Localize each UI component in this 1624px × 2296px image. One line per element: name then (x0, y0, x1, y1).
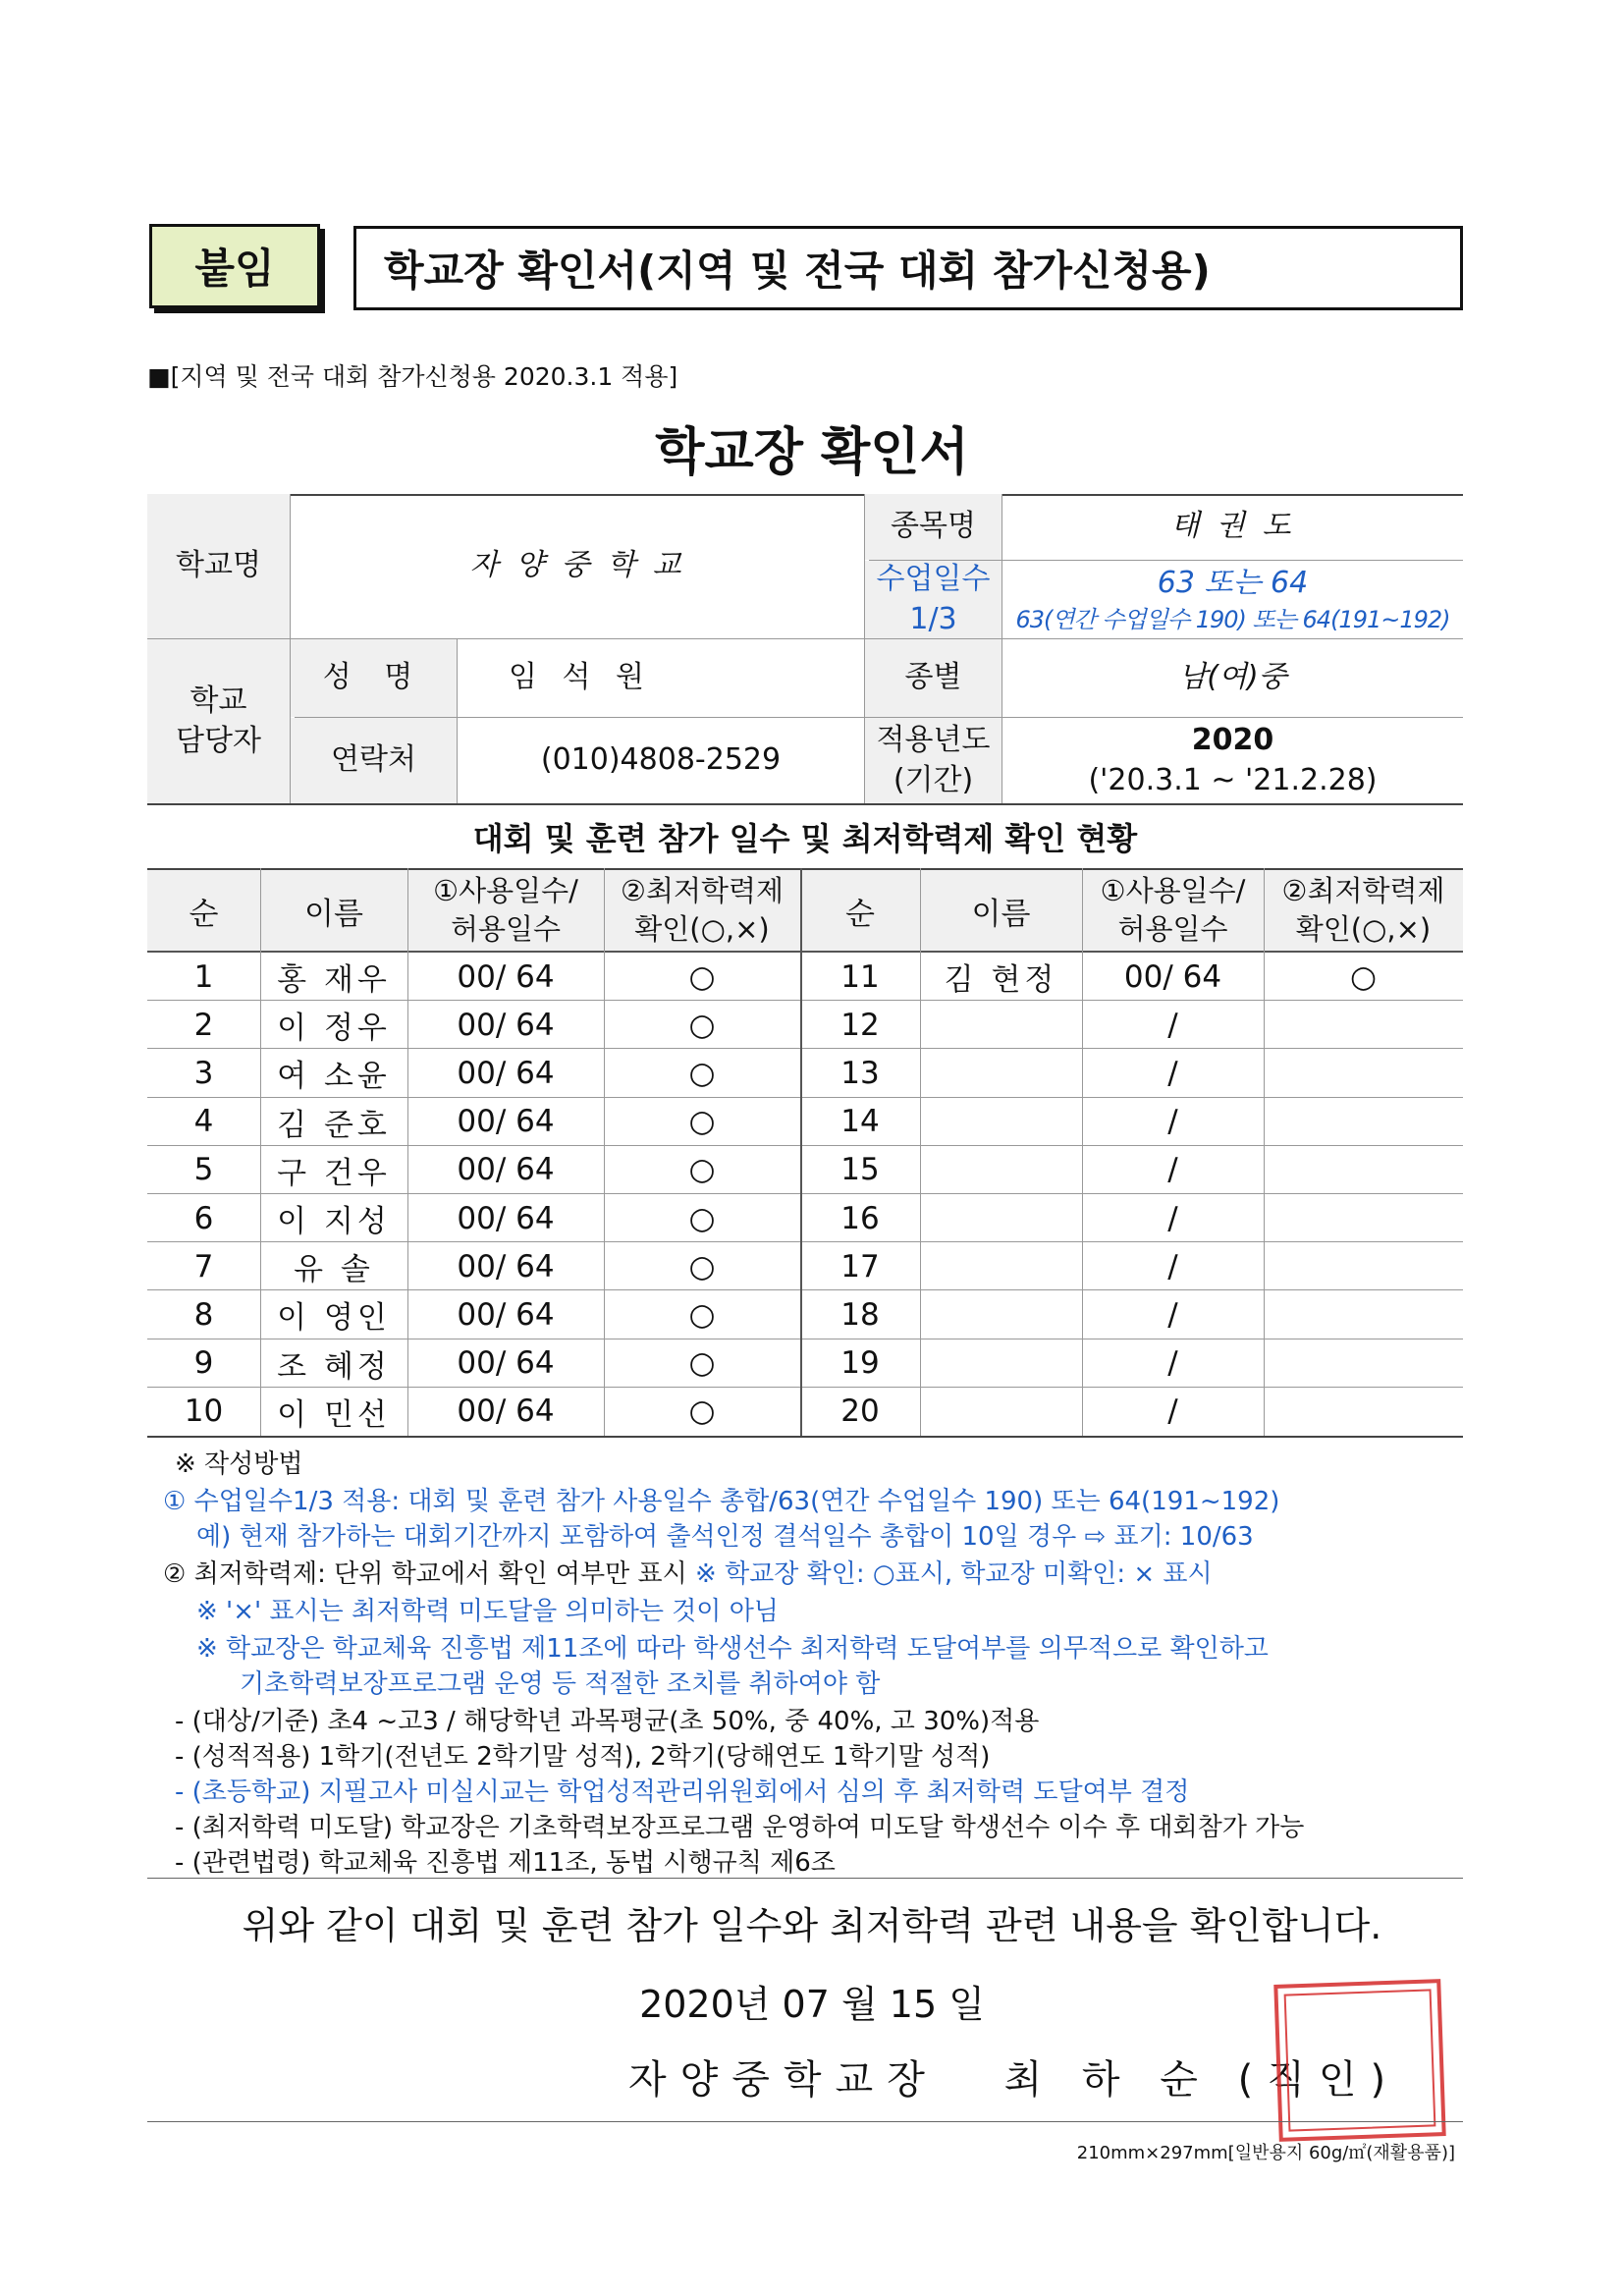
school-days-value-detail: 63(연간 수업일수 190) 또는 64(191~192) (1015, 605, 1450, 633)
cell-check-left: ○ (688, 1345, 716, 1382)
header-days-right-line1: ①사용일수/ (1100, 873, 1246, 907)
table-row (147, 953, 1463, 1001)
table-row (147, 1194, 1463, 1242)
cell-check-left: ○ (688, 1296, 716, 1333)
apply-year-label-line2: (기간) (893, 762, 974, 797)
cell-days-right: / (1167, 1152, 1178, 1188)
header-check-left-line1: ②최저학력제 (620, 873, 785, 907)
table-row (147, 1049, 1463, 1097)
header-days-right (1082, 870, 1264, 951)
contact-name-label: 성 명 (291, 639, 457, 717)
instruction-line-11: - (관련법령) 학교체육 진흥법 제11조, 동법 시행규칙 제6조 (175, 1848, 836, 1878)
header-check-left (604, 870, 800, 951)
cell-no-right: 19 (840, 1345, 880, 1382)
cell-days-right: / (1167, 1055, 1178, 1091)
instruction-line-2: 예) 현재 참가하는 대회기간까지 포함하여 출석인정 결석일수 총합이 10일 경우 ⇨ 표기: 10/63 (196, 1522, 1254, 1552)
school-days-label-line1: 수업일수 (876, 562, 991, 596)
instructions-heading: ※ 작성방법 (175, 1449, 303, 1479)
instruction-line-7: - (대상/기준) 초4 ~고3 / 해당학년 과목평균(초 50%, 중 40%, 고 30%)적용 (175, 1707, 1040, 1736)
contact-group-label (147, 639, 290, 803)
issue-date: 2020년 07 월 15 일 (639, 1983, 985, 2026)
instruction-line-3-note: ※ 학교장 확인: ○표시, 학교장 미확인: × 표시 (695, 1559, 1213, 1589)
cell-check-right (1264, 1098, 1463, 1146)
cell-days-left: 00/ 64 (457, 1152, 555, 1188)
header-check-right-line2: 확인(○,×) (1295, 912, 1432, 946)
official-seal-inner (1284, 1989, 1436, 2131)
cell-check-right (1264, 1388, 1463, 1436)
page-title: 학교장 확인서 (655, 423, 969, 482)
table-row (147, 1001, 1463, 1049)
table-row (147, 1098, 1463, 1146)
cell-name-left: 조 혜정 (277, 1348, 391, 1385)
instruction-line-5: ※ 학교장은 학교체육 진흥법 제11조에 따라 학생선수 최저학력 도달여부를 의무적으로 확인하고 (196, 1634, 1269, 1664)
contact-phone-label: 연락처 (291, 718, 457, 803)
school-days-label-line2: 1/3 (909, 601, 957, 636)
cell-no-right: 13 (840, 1055, 880, 1091)
table-row (147, 1242, 1463, 1290)
header-name-left: 이름 (304, 896, 363, 932)
instruction-line-6: 기초학력보장프로그램 운영 등 적절한 조치를 취하여야 함 (240, 1669, 881, 1699)
cell-check-left: ○ (688, 1200, 716, 1236)
cell-name-right (920, 1146, 1082, 1194)
cell-name-right (920, 1049, 1082, 1097)
official-seal-icon (1273, 1979, 1445, 2142)
apply-year-value (1002, 718, 1463, 803)
cell-days-right: / (1167, 1345, 1178, 1382)
cell-days-right: / (1167, 1200, 1178, 1236)
cell-name-right (920, 1388, 1082, 1436)
cell-check-right (1264, 1146, 1463, 1194)
cell-check-left: ○ (688, 1248, 716, 1285)
table-row (147, 1339, 1463, 1388)
signature-seal-note: (직인) (1237, 2057, 1400, 2103)
cell-name-right (920, 1098, 1082, 1146)
cell-no-left: 3 (193, 1055, 214, 1091)
header-days-right-line2: 허용일수 (1117, 912, 1228, 946)
cell-check-left: ○ (688, 1007, 716, 1043)
cell-name-left: 유 솔 (294, 1252, 374, 1288)
cell-no-left: 10 (184, 1394, 224, 1430)
confirmation-text: 위와 같이 대회 및 훈련 참가 일수와 최저학력 관련 내용을 확인합니다. (242, 1904, 1382, 1947)
cell-name-left: 이 민선 (277, 1396, 391, 1433)
cell-no-left: 4 (193, 1104, 214, 1140)
cell-days-left: 00/ 64 (457, 1200, 555, 1236)
instruction-line-4: ※ '×' 표시는 최저학력 미도달을 의미하는 것이 아님 (196, 1597, 779, 1626)
header-no-left: 순 (189, 896, 219, 932)
cell-check-right (1264, 1049, 1463, 1097)
cell-check-left: ○ (688, 1152, 716, 1188)
cell-check-right (1264, 1242, 1463, 1290)
gender-value: 남(여)중 (1178, 660, 1287, 695)
application-note: ■[지역 및 전국 대회 참가신청용 2020.3.1 적용] (147, 362, 678, 391)
document-title: 학교장 확인서(지역 및 전국 대회 참가신청용) (353, 226, 1463, 310)
apply-year-value-period: ('20.3.1 ~ '21.2.28) (1088, 762, 1378, 797)
cell-no-right: 17 (840, 1248, 880, 1285)
contact-group-label-line1: 학교 (189, 683, 247, 718)
table-header-row (147, 870, 1463, 951)
cell-no-right: 12 (840, 1007, 880, 1043)
instruction-line-8: - (성적적용) 1학기(전년도 2학기말 성적), 2학기(당해연도 1학기말 성적) (175, 1742, 991, 1772)
header-check-left-line2: 확인(○,×) (634, 912, 770, 946)
cell-check-left: ○ (688, 1104, 716, 1140)
cell-no-left: 5 (193, 1152, 214, 1188)
cell-name-left: 구 건우 (277, 1155, 391, 1191)
event-label: 종목명 (865, 494, 1001, 560)
cell-no-right: 11 (840, 958, 880, 995)
header-name-right: 이름 (971, 896, 1031, 932)
header-days-left-line1: ①사용일수/ (433, 873, 578, 907)
cell-no-left: 2 (193, 1007, 214, 1043)
signature-name: 최 하 순 (1003, 2057, 1212, 2103)
cell-days-right: / (1167, 1248, 1178, 1285)
apply-year-label (865, 718, 1001, 803)
cell-name-right (920, 1194, 1082, 1242)
cell-days-right: / (1167, 1394, 1178, 1430)
cell-no-right: 20 (840, 1394, 880, 1430)
cell-no-left: 9 (193, 1345, 214, 1382)
cell-no-left: 8 (193, 1296, 214, 1333)
cell-name-right (920, 1242, 1082, 1290)
cell-no-left: 7 (193, 1248, 214, 1285)
cell-days-left: 00/ 64 (457, 1394, 555, 1430)
cell-days-left: 00/ 64 (457, 958, 555, 995)
cell-days-right: / (1167, 1007, 1178, 1043)
cell-check-left: ○ (688, 1394, 716, 1430)
cell-name-right (920, 1290, 1082, 1339)
cell-days-right: 00/ 64 (1123, 958, 1222, 995)
cell-no-right: 14 (840, 1104, 880, 1140)
attachment-label: 붙임 (149, 224, 320, 308)
instruction-line-3 (163, 1554, 1213, 1590)
cell-no-right: 16 (840, 1200, 880, 1236)
instruction-line-10: - (최저학력 미도달) 학교장은 기초학력보장프로그램 운영하여 미도달 학생선수 이수 후 대회참가 가능 (175, 1813, 1305, 1842)
cell-name-right: 김 현정 (944, 962, 1058, 998)
instruction-line-9: - (초등학교) 지필고사 미실시교는 학업성적관리위원회에서 심의 후 최저학력 도달여부 결정 (175, 1777, 1190, 1807)
cell-days-left: 00/ 64 (457, 1104, 555, 1140)
header-check-right-line1: ②최저학력제 (1281, 873, 1445, 907)
table-row (147, 1290, 1463, 1339)
cell-name-right (920, 1001, 1082, 1049)
cell-name-left: 여 소윤 (277, 1059, 391, 1095)
paper-spec: 210mm×297mm[일반용지 60g/㎡(재활용품)] (1076, 2143, 1455, 2163)
contact-phone-value: (010)4808-2529 (540, 742, 782, 778)
cell-days-right: / (1167, 1104, 1178, 1140)
cell-check-right (1264, 1001, 1463, 1049)
school-label: 학교명 (147, 494, 290, 638)
cell-name-left: 이 영인 (277, 1300, 391, 1337)
cell-check-left: ○ (688, 958, 716, 995)
gender-label: 종별 (865, 639, 1001, 717)
cell-days-left: 00/ 64 (457, 1248, 555, 1285)
instruction-line-3-main: ② 최저학력제: 단위 학교에서 확인 여부만 표시 (163, 1559, 687, 1589)
cell-days-left: 00/ 64 (457, 1007, 555, 1043)
cell-no-right: 18 (840, 1296, 880, 1333)
signature-school: 자양중학교장 (628, 2057, 939, 2103)
header-days-left-line2: 허용일수 (450, 912, 562, 946)
contact-name-value: 임 석 원 (509, 660, 653, 695)
cell-name-left: 홍 재우 (277, 962, 391, 998)
school-days-value-main: 63 또는 64 (1157, 566, 1309, 601)
cell-check-right (1264, 1339, 1463, 1388)
cell-check-right (1264, 1194, 1463, 1242)
school-value: 자 양 중 학 교 (469, 548, 685, 583)
table-row (147, 1388, 1463, 1436)
school-days-label (865, 561, 1001, 638)
cell-check-right (1264, 1290, 1463, 1339)
header-check-right (1264, 870, 1463, 951)
cell-days-left: 00/ 64 (457, 1345, 555, 1382)
school-days-value (1002, 561, 1463, 638)
cell-name-left: 김 준호 (277, 1107, 391, 1143)
cell-days-left: 00/ 64 (457, 1055, 555, 1091)
cell-days-right: / (1167, 1296, 1178, 1333)
cell-name-left: 이 지성 (277, 1204, 391, 1239)
section-title: 대회 및 훈련 참가 일수 및 최저학력제 확인 현황 (472, 820, 1138, 857)
cell-name-left: 이 정우 (277, 1011, 391, 1047)
header-no-right: 순 (845, 896, 875, 932)
cell-no-left: 1 (193, 958, 214, 995)
cell-no-left: 6 (193, 1200, 214, 1236)
apply-year-label-line1: 적용년도 (876, 723, 991, 757)
cell-check-left: ○ (688, 1055, 716, 1091)
header-days-left (407, 870, 604, 951)
apply-year-value-year: 2020 (1191, 723, 1274, 757)
table-row (147, 1146, 1463, 1194)
instruction-line-1: ① 수업일수1/3 적용: 대회 및 훈련 참가 사용일수 총합/63(연간 수업일수 190) 또는 64(191~192) (163, 1487, 1280, 1516)
cell-no-right: 15 (840, 1152, 880, 1188)
cell-days-left: 00/ 64 (457, 1296, 555, 1333)
cell-check-right: ○ (1349, 958, 1378, 995)
cell-name-right (920, 1339, 1082, 1388)
event-value: 태 권 도 (1170, 509, 1295, 544)
contact-group-label-line2: 담당자 (176, 723, 261, 758)
